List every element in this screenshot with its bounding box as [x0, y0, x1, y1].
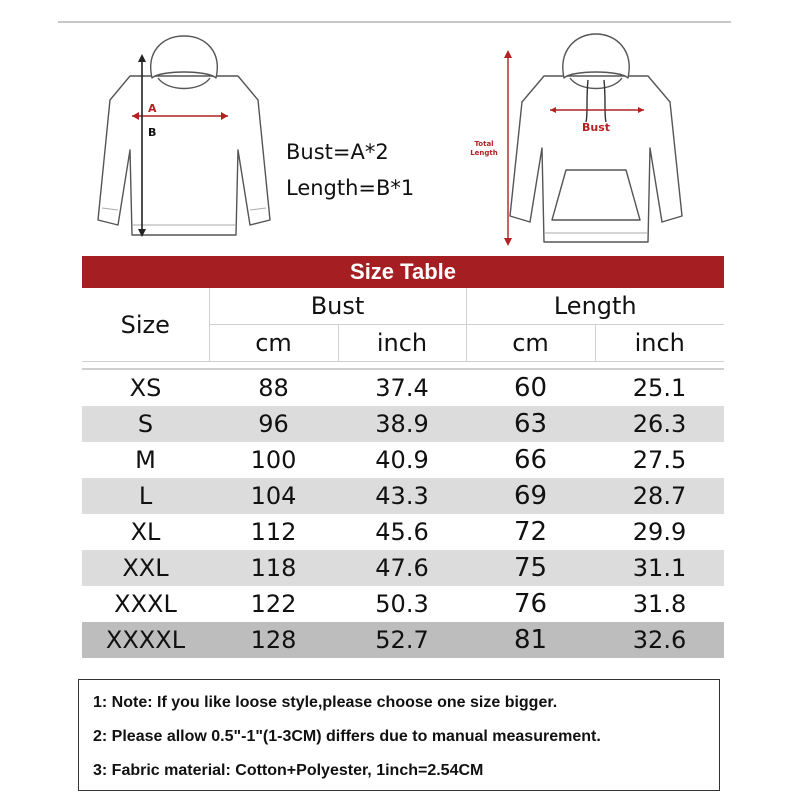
- cell-size: XXL: [82, 550, 209, 586]
- label-total-length-line1: Total: [474, 140, 494, 148]
- size-table-header: [82, 288, 724, 370]
- cell-length-cm: 75: [466, 550, 595, 586]
- cell-length-cm: 66: [466, 442, 595, 478]
- label-bust: Bust: [582, 121, 611, 134]
- cell-size: XS: [82, 370, 209, 406]
- cell-length-cm: 76: [466, 586, 595, 622]
- cell-length-cm: 72: [466, 514, 595, 550]
- cell-size: XXXXL: [82, 622, 209, 658]
- label-total-length: [462, 140, 506, 158]
- cell-bust-cm: 122: [209, 586, 338, 622]
- cell-bust-cm: 112: [209, 514, 338, 550]
- cell-length-cm: 63: [466, 406, 595, 442]
- top-divider: [58, 21, 731, 23]
- label-total-length-line2: Length: [470, 149, 498, 157]
- size-table: [82, 256, 724, 658]
- table-row: [82, 406, 724, 442]
- table-row: [82, 478, 724, 514]
- cell-bust-cm: 100: [209, 442, 338, 478]
- header-divider: [82, 362, 724, 370]
- header-bust-cm: cm: [209, 325, 338, 362]
- cell-length-cm: 60: [466, 370, 595, 406]
- table-row: [82, 442, 724, 478]
- cell-length-cm: 81: [466, 622, 595, 658]
- cell-bust-inch: 40.9: [338, 442, 466, 478]
- cell-size: XL: [82, 514, 209, 550]
- header-bust: Bust: [209, 288, 466, 325]
- cell-size: XXXL: [82, 586, 209, 622]
- cell-length-cm: 69: [466, 478, 595, 514]
- cell-bust-inch: 43.3: [338, 478, 466, 514]
- cell-bust-cm: 96: [209, 406, 338, 442]
- cell-length-inch: 27.5: [595, 442, 724, 478]
- label-b: B: [148, 126, 157, 139]
- table-row: [82, 514, 724, 550]
- size-table-body: [82, 370, 724, 658]
- cell-length-inch: 32.6: [595, 622, 724, 658]
- header-bust-inch: inch: [338, 325, 466, 362]
- cell-bust-inch: 50.3: [338, 586, 466, 622]
- header-length-inch: inch: [595, 325, 724, 362]
- cell-length-inch: 31.8: [595, 586, 724, 622]
- cell-bust-inch: 47.6: [338, 550, 466, 586]
- table-row: [82, 550, 724, 586]
- cell-bust-inch: 45.6: [338, 514, 466, 550]
- table-row: [82, 586, 724, 622]
- hoodie-measure-diagram: [88, 30, 278, 250]
- hoodie-front-diagram: [496, 30, 696, 255]
- length-formula: Length=B*1: [286, 176, 415, 200]
- note-3: 3: Fabric material: Cotton+Polyester, 1inch=2.54CM: [93, 762, 484, 779]
- cell-bust-cm: 118: [209, 550, 338, 586]
- cell-bust-inch: 38.9: [338, 406, 466, 442]
- cell-length-inch: 28.7: [595, 478, 724, 514]
- notes-box: [78, 679, 720, 791]
- bust-formula: Bust=A*2: [286, 140, 389, 164]
- cell-size: L: [82, 478, 209, 514]
- size-table-title: Size Table: [82, 256, 724, 288]
- cell-bust-cm: 104: [209, 478, 338, 514]
- cell-bust-cm: 88: [209, 370, 338, 406]
- header-length: Length: [466, 288, 724, 325]
- cell-length-inch: 29.9: [595, 514, 724, 550]
- cell-size: M: [82, 442, 209, 478]
- label-a: A: [148, 102, 157, 115]
- cell-bust-inch: 52.7: [338, 622, 466, 658]
- note-2: 2: Please allow 0.5"-1"(1-3CM) differs due to manual measurement.: [93, 728, 601, 745]
- note-1: 1: Note: If you like loose style,please choose one size bigger.: [93, 694, 558, 711]
- header-size: Size: [82, 288, 209, 362]
- cell-size: S: [82, 406, 209, 442]
- cell-bust-inch: 37.4: [338, 370, 466, 406]
- table-row: [82, 370, 724, 406]
- cell-length-inch: 26.3: [595, 406, 724, 442]
- table-row: [82, 622, 724, 658]
- cell-length-inch: 31.1: [595, 550, 724, 586]
- header-length-cm: cm: [466, 325, 595, 362]
- cell-bust-cm: 128: [209, 622, 338, 658]
- cell-length-inch: 25.1: [595, 370, 724, 406]
